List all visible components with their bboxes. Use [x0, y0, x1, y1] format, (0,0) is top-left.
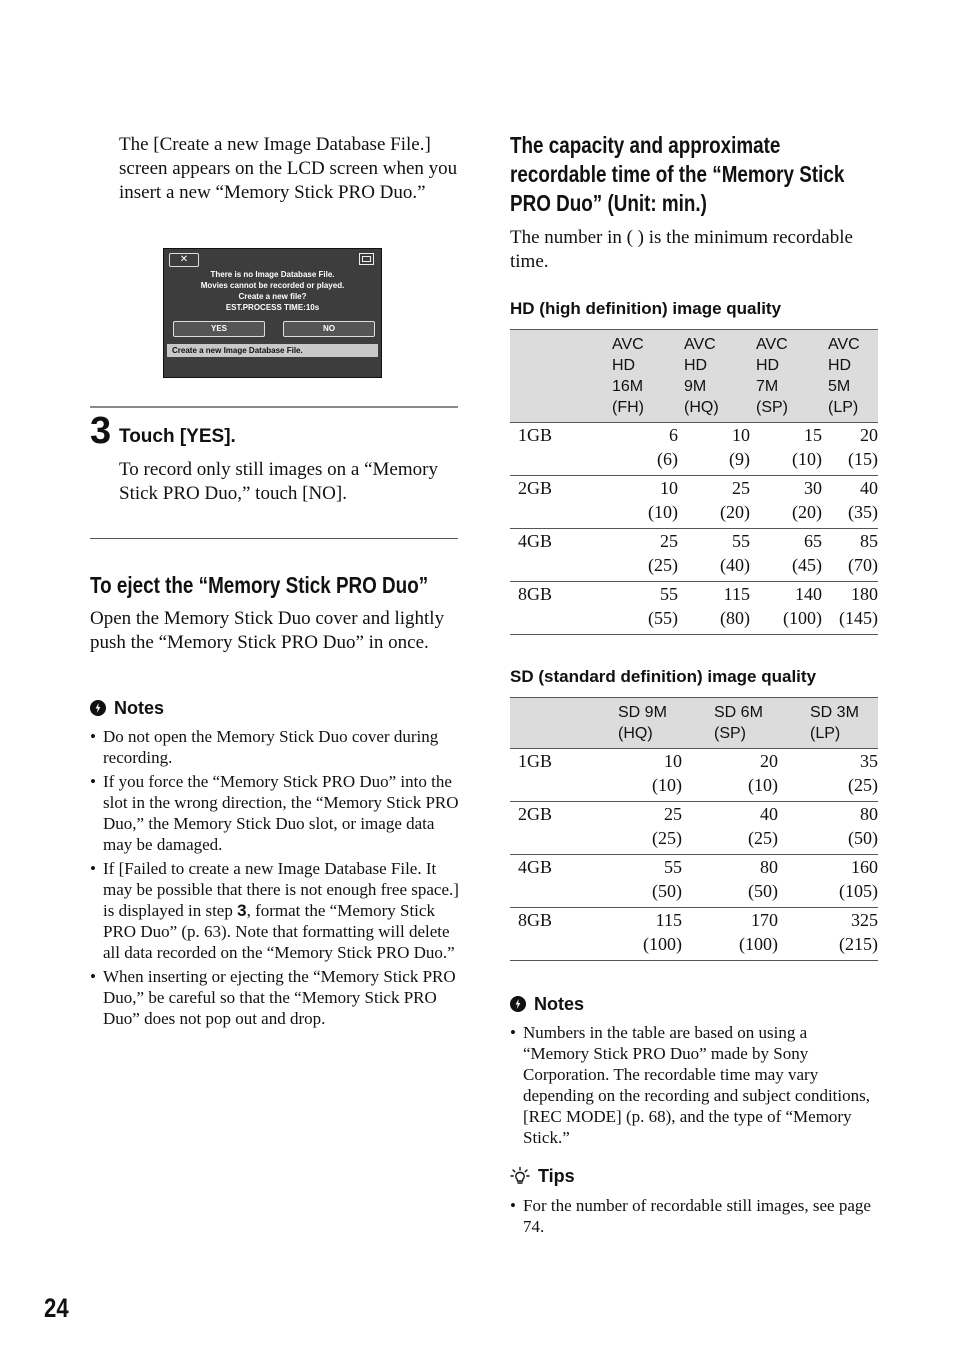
notes-list [90, 726, 460, 1032]
sd-capacity-table [510, 697, 878, 961]
hd-table-title: HD (high definition) image quality [510, 299, 782, 318]
column-header: AVC HD 7M (SP) [750, 330, 822, 423]
list-item: • If you force the “Memory Stick PRO Duo” into the slot in the wrong direction, the “Memory Stick PRO Duo,” the Memory Stick Duo slot, or image data may be damaged. [90, 771, 460, 855]
section-divider [90, 406, 458, 408]
column-header: SD 6M (SP) [702, 698, 798, 749]
notes-icon [90, 700, 106, 716]
table-row: 1GB 6 (6) 10 (9) 15 (10) 20 (15) [510, 423, 878, 476]
eject-body: Open the Memory Stick Duo cover and lightly push the “Memory Stick PRO Duo” in once. [90, 608, 445, 653]
column-header: AVC HD 16M (FH) [606, 330, 678, 423]
notes-list [510, 1022, 875, 1151]
step-title: Touch [YES]. [119, 426, 236, 447]
list-item: • If [Failed to create a new Image Database File. It may be possible that there is not enough free space.] is displayed in step 3, format the “Memory Stick PRO Duo” (p. 63). Note that formatting will delete all data recorded on the “Memory Stick PRO Duo.” [90, 858, 460, 963]
table-row: 2GB 25 (25) 40 (25) 80 (50) [510, 802, 878, 855]
table-header-row [510, 330, 878, 423]
sd-table-title: SD (standard definition) image quality [510, 667, 817, 686]
step-body: To record only still images on a “Memory Stick PRO Duo,” touch [NO]. [119, 459, 438, 504]
page-number: 24 [44, 1293, 69, 1323]
column-header: SD 9M (HQ) [606, 698, 702, 749]
notes-heading: Notes [510, 993, 584, 1015]
section-divider [90, 538, 458, 539]
column-header: SD 3M (LP) [798, 698, 878, 749]
list-item: • Do not open the Memory Stick Duo cover during recording. [90, 726, 460, 768]
lcd-status-bar: Create a new Image Database File. [167, 344, 378, 357]
hd-capacity-table [510, 329, 878, 635]
capacity-intro: The number in ( ) is the minimum recordable time. [510, 227, 853, 272]
table-header-row [510, 698, 878, 749]
eject-heading: To eject the “Memory Stick PRO Duo” [90, 572, 429, 598]
step-number: 3 [90, 410, 112, 452]
table-row: 4GB 55 (50) 80 (50) 160 (105) [510, 855, 878, 908]
table-row: 8GB 55 (55) 115 (80) 140 (100) 180 (145) [510, 582, 878, 635]
table-row: 1GB 10 (10) 20 (10) 35 (25) [510, 749, 878, 802]
capacity-heading: The capacity and approximate recordable time of the “Memory Stick PRO Duo” (Unit: min.) [510, 132, 845, 216]
memory-card-icon [359, 253, 374, 265]
table-row: 8GB 115 (100) 170 (100) 325 (215) [510, 908, 878, 961]
table-row: 4GB 25 (25) 55 (40) 65 (45) 85 (70) [510, 529, 878, 582]
list-item: • For the number of recordable still images, see page 74. [510, 1195, 875, 1237]
notes-heading: Notes [90, 697, 164, 719]
lightbulb-icon [510, 1166, 530, 1186]
list-item: • Numbers in the table are based on using a “Memory Stick PRO Duo” made by Sony Corporation. The recordable time may vary depending on the recording and subject conditions, [REC MODE] (p. 68), and the type of “Memory Stick.” [510, 1022, 875, 1148]
table-row: 2GB 10 (10) 25 (20) 30 (20) 40 (35) [510, 476, 878, 529]
notes-icon [510, 996, 526, 1012]
lcd-yes-button: YES [173, 321, 265, 337]
lcd-message: There is no Image Database File. Movies cannot be recorded or played. Create a new file? EST.PROCESS TIME:10s [200, 270, 345, 312]
tips-list [510, 1195, 875, 1240]
intro-text: The [Create a new Image Database File.] screen appears on the LCD screen when you insert a new “Memory Stick PRO Duo.” [119, 134, 458, 203]
lcd-no-button: NO [283, 321, 375, 337]
column-header: AVC HD 5M (LP) [822, 330, 878, 423]
tips-heading: Tips [510, 1165, 575, 1187]
lcd-screen-image [163, 248, 382, 378]
column-header: AVC HD 9M (HQ) [678, 330, 750, 423]
list-item: • When inserting or ejecting the “Memory Stick PRO Duo,” be careful so that the “Memory Stick PRO Duo” does not pop out and drop. [90, 966, 460, 1029]
close-icon: ✕ [169, 253, 199, 267]
